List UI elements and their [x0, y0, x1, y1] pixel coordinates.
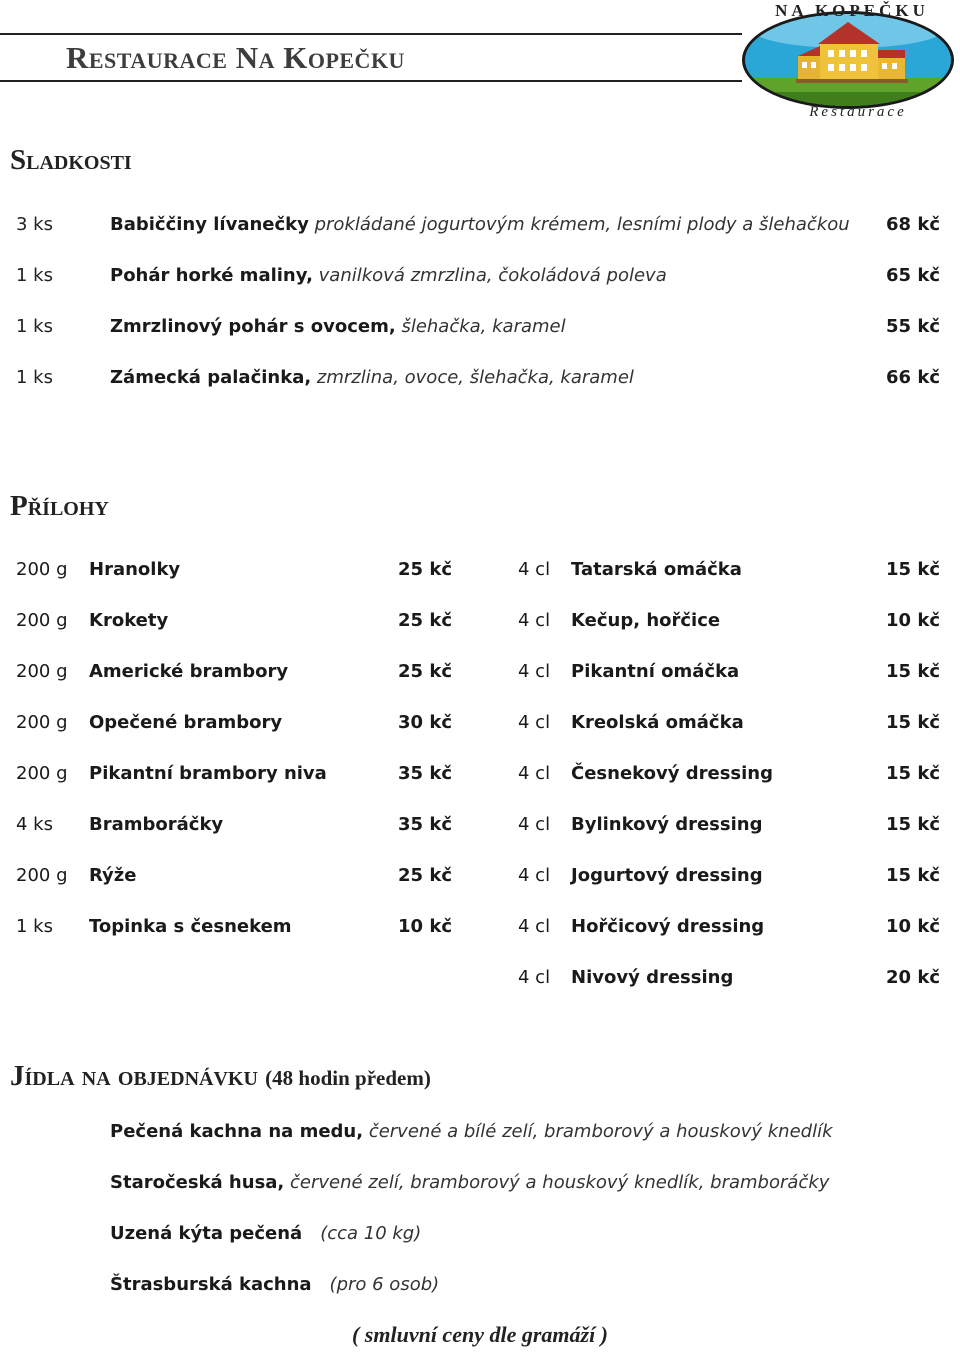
- item-price: 68 kč: [886, 214, 940, 235]
- sweet-item-row: [0, 363, 960, 393]
- side-name: Topinka s česnekem: [89, 916, 292, 937]
- header-rule-bottom: [0, 80, 742, 82]
- item-description: zmrzlina, ovoce, šlehačka, karamel: [316, 367, 634, 388]
- order-item-row: [110, 1274, 439, 1295]
- side-quantity: 200 g: [16, 865, 68, 886]
- sauce-quantity: 4 cl: [518, 814, 551, 835]
- side-price: 25 kč: [398, 559, 452, 580]
- order-item-row: [110, 1121, 833, 1142]
- item-quantity: 3 ks: [16, 214, 53, 235]
- order-item-name: Uzená kýta pečená: [110, 1223, 303, 1244]
- side-price: 35 kč: [398, 763, 452, 784]
- order-item-description: červené zelí, bramborový a houskový knedlík, bramboráčky: [290, 1172, 830, 1193]
- side-price: 10 kč: [398, 916, 452, 937]
- item-quantity: 1 ks: [16, 316, 53, 337]
- sauce-name: Kečup, hořčice: [571, 610, 721, 631]
- side-name: Hranolky: [89, 559, 181, 580]
- sauce-name: Kreolská omáčka: [571, 712, 744, 733]
- sauce-price: 15 kč: [886, 814, 940, 835]
- item-price: 66 kč: [886, 367, 940, 388]
- side-row: [0, 810, 960, 840]
- side-row: [0, 555, 960, 585]
- sweet-item-row: [0, 210, 960, 240]
- section-title-sweets: Sladkosti: [10, 144, 132, 176]
- item-title: Zmrzlinový pohár s ovocem,: [110, 316, 396, 337]
- sauce-quantity: 4 cl: [518, 967, 551, 988]
- side-price: 30 kč: [398, 712, 452, 733]
- side-quantity: 200 g: [16, 661, 68, 682]
- item-title: Zámecká palačinka,: [110, 367, 312, 388]
- side-quantity: 200 g: [16, 610, 68, 631]
- sauce-price: 15 kč: [886, 559, 940, 580]
- sauce-name: Jogurtový dressing: [571, 865, 763, 886]
- sauce-quantity: 4 cl: [518, 916, 551, 937]
- item-name: [110, 210, 850, 240]
- order-item-name: Štrasburská kachna: [110, 1274, 312, 1295]
- section-title-on-order-text: Jídla na objednávku: [10, 1060, 258, 1092]
- sauce-price: 15 kč: [886, 865, 940, 886]
- section-title-sides: Přílohy: [10, 490, 109, 522]
- sauce-price: 10 kč: [886, 610, 940, 631]
- side-name: Krokety: [89, 610, 169, 631]
- item-description: prokládané jogurtovým krémem, lesními plody a šlehačkou: [314, 214, 850, 235]
- order-item-row: [110, 1172, 829, 1193]
- sauce-name: Česnekový dressing: [571, 763, 774, 784]
- side-price: 25 kč: [398, 865, 452, 886]
- item-description: šlehačka, karamel: [401, 316, 566, 337]
- side-quantity: 200 g: [16, 712, 68, 733]
- item-quantity: 1 ks: [16, 265, 53, 286]
- sauce-price: 20 kč: [886, 967, 940, 988]
- side-quantity: 4 ks: [16, 814, 53, 835]
- side-row: [0, 963, 960, 993]
- item-name: [110, 363, 634, 393]
- item-title: Pohár horké maliny,: [110, 265, 313, 286]
- side-row: [0, 912, 960, 942]
- side-row: [0, 708, 960, 738]
- order-item-description: (cca 10 kg): [320, 1223, 422, 1244]
- side-row: [0, 657, 960, 687]
- side-name: Bramboráčky: [89, 814, 224, 835]
- section-title-on-order-note: (48 hodin předem): [265, 1066, 431, 1090]
- sauce-name: Pikantní omáčka: [571, 661, 740, 682]
- sauce-quantity: 4 cl: [518, 763, 551, 784]
- order-item-description: (pro 6 osob): [329, 1274, 440, 1295]
- sauce-quantity: 4 cl: [518, 661, 551, 682]
- sweet-item-row: [0, 261, 960, 291]
- footer-note: ( smluvní ceny dle gramáží ): [351, 1322, 609, 1347]
- restaurant-title: Restaurace Na Kopečku: [66, 40, 405, 75]
- side-name: Pikantní brambory niva: [89, 763, 327, 784]
- sauce-name: Bylinkový dressing: [571, 814, 763, 835]
- sauce-price: 15 kč: [886, 712, 940, 733]
- sauce-quantity: 4 cl: [518, 610, 551, 631]
- side-quantity: 200 g: [16, 559, 68, 580]
- order-item-description: červené a bílé zelí, bramborový a houskový knedlík: [368, 1121, 833, 1142]
- item-title: Babiččiny lívanečky: [110, 214, 309, 235]
- side-row: [0, 861, 960, 891]
- sauce-quantity: 4 cl: [518, 712, 551, 733]
- side-quantity: 1 ks: [16, 916, 53, 937]
- sauce-name: Tatarská omáčka: [571, 559, 742, 580]
- restaurant-logo: [740, 0, 960, 125]
- logo-name-text: NA KOPEČKU: [775, 1, 929, 20]
- order-item-name: Pečená kachna na medu,: [110, 1121, 364, 1142]
- header-rule-top: [0, 33, 742, 35]
- sweet-item-row: [0, 312, 960, 342]
- item-description: vanilková zmrzlina, čokoládová poleva: [318, 265, 667, 286]
- sauce-price: 10 kč: [886, 916, 940, 937]
- sauce-name: Nivový dressing: [571, 967, 734, 988]
- item-price: 55 kč: [886, 316, 940, 337]
- sauce-price: 15 kč: [886, 661, 940, 682]
- order-item-name: Staročeská husa,: [110, 1172, 285, 1193]
- side-price: 35 kč: [398, 814, 452, 835]
- sauce-name: Hořčicový dressing: [571, 916, 765, 937]
- logo-subtitle-text: Restaurace: [809, 104, 907, 120]
- side-row: [0, 606, 960, 636]
- item-quantity: 1 ks: [16, 367, 53, 388]
- item-name: [110, 261, 667, 291]
- side-row: [0, 759, 960, 789]
- side-name: Americké brambory: [89, 661, 289, 682]
- side-quantity: 200 g: [16, 763, 68, 784]
- section-title-on-order: [10, 1060, 431, 1093]
- sauce-quantity: 4 cl: [518, 865, 551, 886]
- sauce-quantity: 4 cl: [518, 559, 551, 580]
- order-item-row: [110, 1223, 421, 1244]
- side-name: Rýže: [89, 865, 137, 886]
- side-name: Opečené brambory: [89, 712, 283, 733]
- item-name: [110, 312, 566, 342]
- side-price: 25 kč: [398, 610, 452, 631]
- item-price: 65 kč: [886, 265, 940, 286]
- side-price: 25 kč: [398, 661, 452, 682]
- sauce-price: 15 kč: [886, 763, 940, 784]
